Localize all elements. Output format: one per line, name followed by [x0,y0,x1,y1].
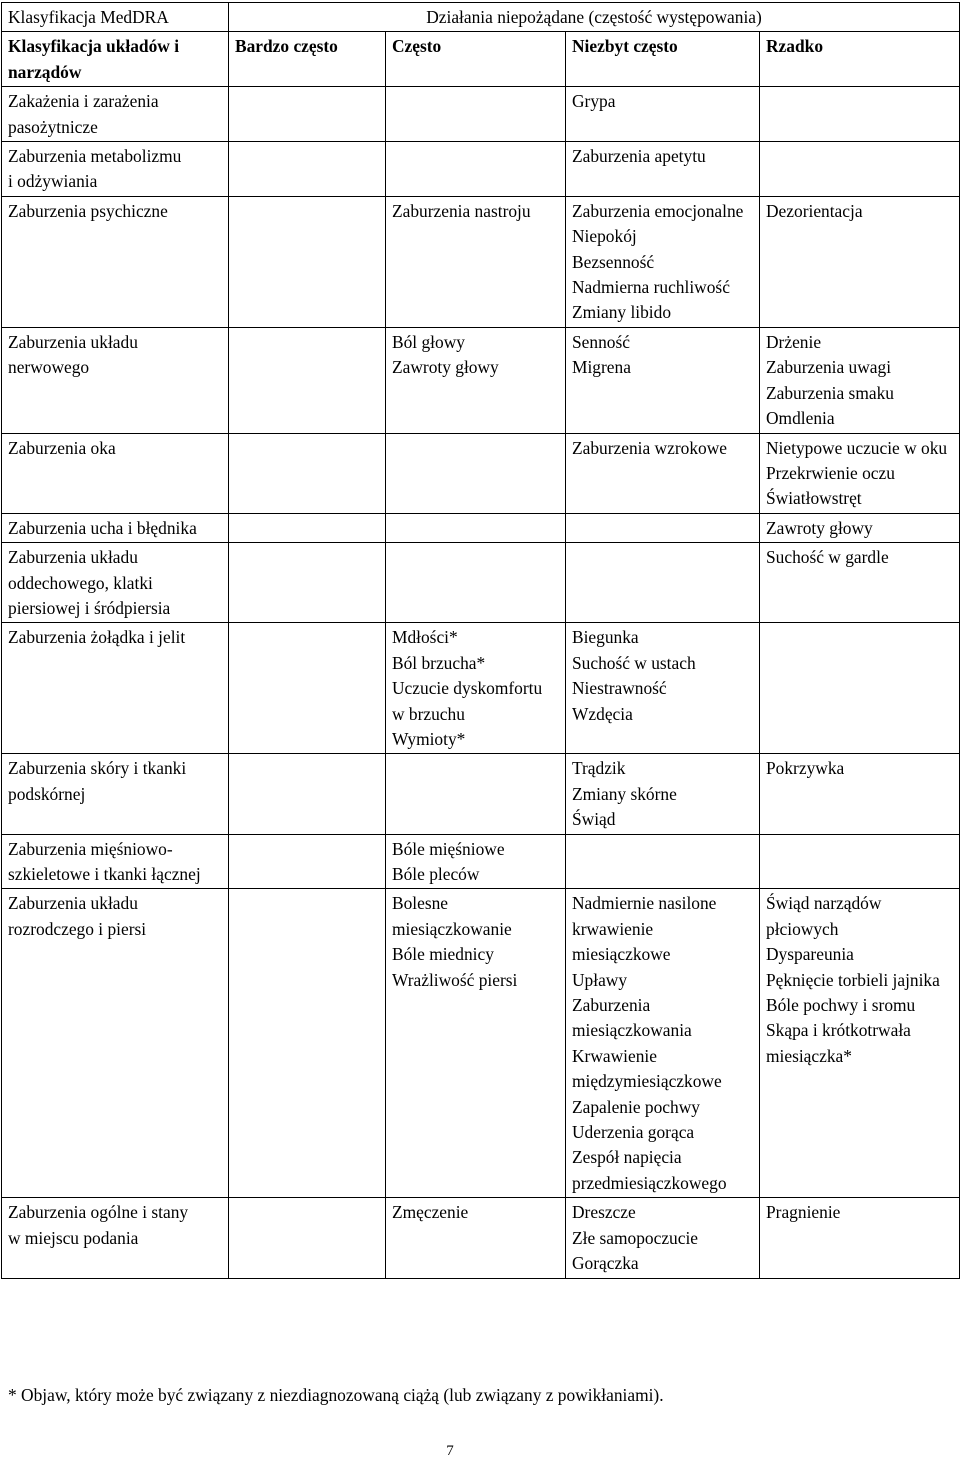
table-row [2,513,960,542]
cell-common: Ból głowy Zawroty głowy [386,327,566,433]
cell-soc: Zaburzenia oka [2,433,229,513]
table-row [2,623,960,754]
header-uncommon: Niezbyt często [566,32,760,87]
table-row [2,543,960,623]
cell-uncommon: Zaburzenia apetytu [566,142,760,197]
cell-common: Bóle mięśniowe Bóle pleców [386,834,566,889]
cell-rare [760,834,960,889]
header-meddra: Klasyfikacja MedDRA [2,3,229,32]
cell-rare: Dezorientacja [760,196,960,327]
cell-uncommon: Zaburzenia wzrokowe [566,433,760,513]
cell-uncommon: Zaburzenia emocjonalne Niepokój Bezsenność Nadmierna ruchliwość Zmiany libido [566,196,760,327]
table-row [2,433,960,513]
header-row-frequency [2,32,960,87]
cell-soc: Zaburzenia psychiczne [2,196,229,327]
cell-very-common [229,327,386,433]
header-rare: Rzadko [760,32,960,87]
cell-soc: Zaburzenia układu rozrodczego i piersi [2,889,229,1198]
cell-rare: Suchość w gardle [760,543,960,623]
cell-common: Zaburzenia nastroju [386,196,566,327]
cell-common: Mdłości* Ból brzucha* Uczucie dyskomfortu w brzuchu Wymioty* [386,623,566,754]
cell-uncommon: Trądzik Zmiany skórne Świąd [566,754,760,834]
table-row [2,834,960,889]
cell-uncommon: Senność Migrena [566,327,760,433]
footnote: * Objaw, który może być związany z niezdiagnozowaną ciążą (lub związany z powikłaniami). [8,1385,664,1405]
cell-rare: Pragnienie [760,1198,960,1278]
cell-common: Zmęczenie [386,1198,566,1278]
cell-common [386,543,566,623]
cell-very-common [229,433,386,513]
cell-uncommon [566,834,760,889]
cell-soc: Zakażenia i zarażenia pasożytnicze [2,87,229,142]
cell-very-common [229,623,386,754]
header-common: Często [386,32,566,87]
cell-very-common [229,754,386,834]
cell-very-common [229,889,386,1198]
page-number: 7 [446,1443,454,1459]
cell-soc: Zaburzenia skóry i tkanki podskórnej [2,754,229,834]
header-adverse-reactions: Działania niepożądane (częstość występowania) [229,3,960,32]
cell-soc: Zaburzenia układu oddechowego, klatki piersiowej i śródpiersia [2,543,229,623]
table-row [2,327,960,433]
cell-very-common [229,834,386,889]
cell-soc: Zaburzenia metabolizmu i odżywiania [2,142,229,197]
cell-soc: Zaburzenia mięśniowo-szkieletowe i tkanki łącznej [2,834,229,889]
cell-soc: Zaburzenia ucha i błędnika [2,513,229,542]
cell-very-common [229,513,386,542]
cell-very-common [229,87,386,142]
cell-rare [760,623,960,754]
table-row [2,196,960,327]
cell-uncommon [566,513,760,542]
cell-soc: Zaburzenia układu nerwowego [2,327,229,433]
cell-common [386,513,566,542]
cell-very-common [229,142,386,197]
cell-soc: Zaburzenia ogólne i stany w miejscu podania [2,1198,229,1278]
header-row-top [2,3,960,32]
cell-uncommon: Biegunka Suchość w ustach Niestrawność Wzdęcia [566,623,760,754]
cell-rare [760,87,960,142]
cell-common: Bolesne miesiączkowanie Bóle miednicy Wrażliwość piersi [386,889,566,1198]
cell-common [386,433,566,513]
cell-uncommon: Grypa [566,87,760,142]
cell-very-common [229,543,386,623]
cell-rare: Nietypowe uczucie w oku Przekrwienie oczu Światłowstręt [760,433,960,513]
table-row [2,754,960,834]
adverse-reactions-table [1,2,960,1279]
cell-very-common [229,196,386,327]
cell-common [386,87,566,142]
cell-rare: Zawroty głowy [760,513,960,542]
table-row [2,142,960,197]
cell-rare: Drżenie Zaburzenia uwagi Zaburzenia smaku Omdlenia [760,327,960,433]
header-very-common: Bardzo często [229,32,386,87]
cell-common [386,754,566,834]
cell-rare: Pokrzywka [760,754,960,834]
table-row [2,1198,960,1278]
cell-uncommon [566,543,760,623]
cell-soc: Zaburzenia żołądka i jelit [2,623,229,754]
cell-rare: Świąd narządów płciowych Dyspareunia Pęknięcie torbieli jajnika Bóle pochwy i sromu Skąpa i krótkotrwała miesiączka* [760,889,960,1198]
table-row [2,87,960,142]
cell-uncommon: Dreszcze Złe samopoczucie Gorączka [566,1198,760,1278]
header-soc: Klasyfikacja układów i narządów [2,32,229,87]
cell-common [386,142,566,197]
table-row [2,889,960,1198]
cell-rare [760,142,960,197]
cell-very-common [229,1198,386,1278]
cell-uncommon: Nadmiernie nasilone krwawienie miesiączkowe Upławy Zaburzenia miesiączkowania Krwawienie międzymiesiączkowe Zapalenie pochwy Uderzenia gorąca Zespół napięcia przedmiesiączkowego [566,889,760,1198]
